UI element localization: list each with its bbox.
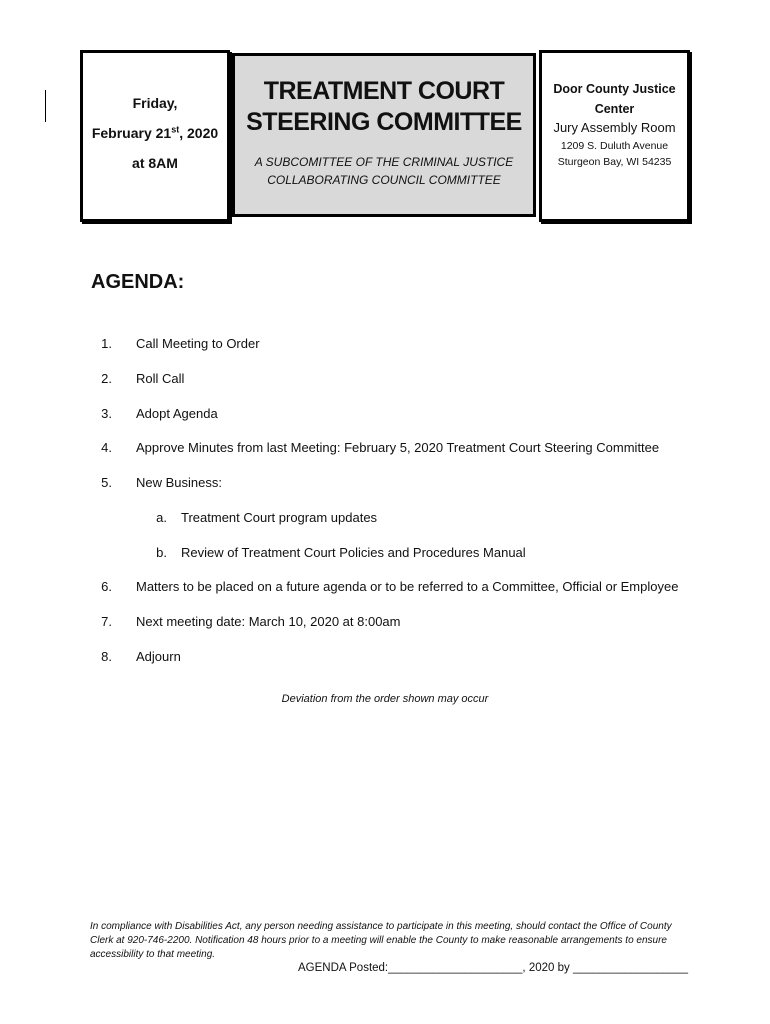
venue-box xyxy=(539,50,690,222)
agenda-heading: AGENDA: xyxy=(91,271,185,293)
venue-room: Jury Assembly Room xyxy=(553,120,676,135)
compliance-note: In compliance with Disabilities Act, any person needing assistance to participate in this meeting, should contact the Office of County Clerk at 920-746-2200. Notification 48 hours prior to a meeting will enable the County to make reasonable arrangements to ensure accessibility to that meeting. xyxy=(90,921,672,960)
text-cursor xyxy=(45,90,46,122)
venue-city: Sturgeon Bay, WI 54235 xyxy=(557,156,672,168)
venue-name: Door County Justice Center xyxy=(553,82,676,116)
meeting-day: Friday, xyxy=(132,95,178,111)
venue-street: 1209 S. Duluth Avenue xyxy=(560,140,669,152)
deviation-note: Deviation from the order shown may occur xyxy=(281,693,489,705)
meeting-date-box xyxy=(80,50,230,222)
committee-subtitle: A SUBCOMITTEE OF THE CRIMINAL JUSTICE COLLABORATING COUNCIL COMMITTEE xyxy=(254,155,514,187)
committee-title-box xyxy=(232,53,536,217)
meeting-date: February 21st, 2020 xyxy=(91,124,219,141)
committee-title: TREATMENT COURT STEERING COMMITTEE xyxy=(246,77,522,136)
posted-line: AGENDA Posted:_____________________, 2020 by __________________ xyxy=(298,962,689,974)
meeting-time: at 8AM xyxy=(132,155,178,171)
